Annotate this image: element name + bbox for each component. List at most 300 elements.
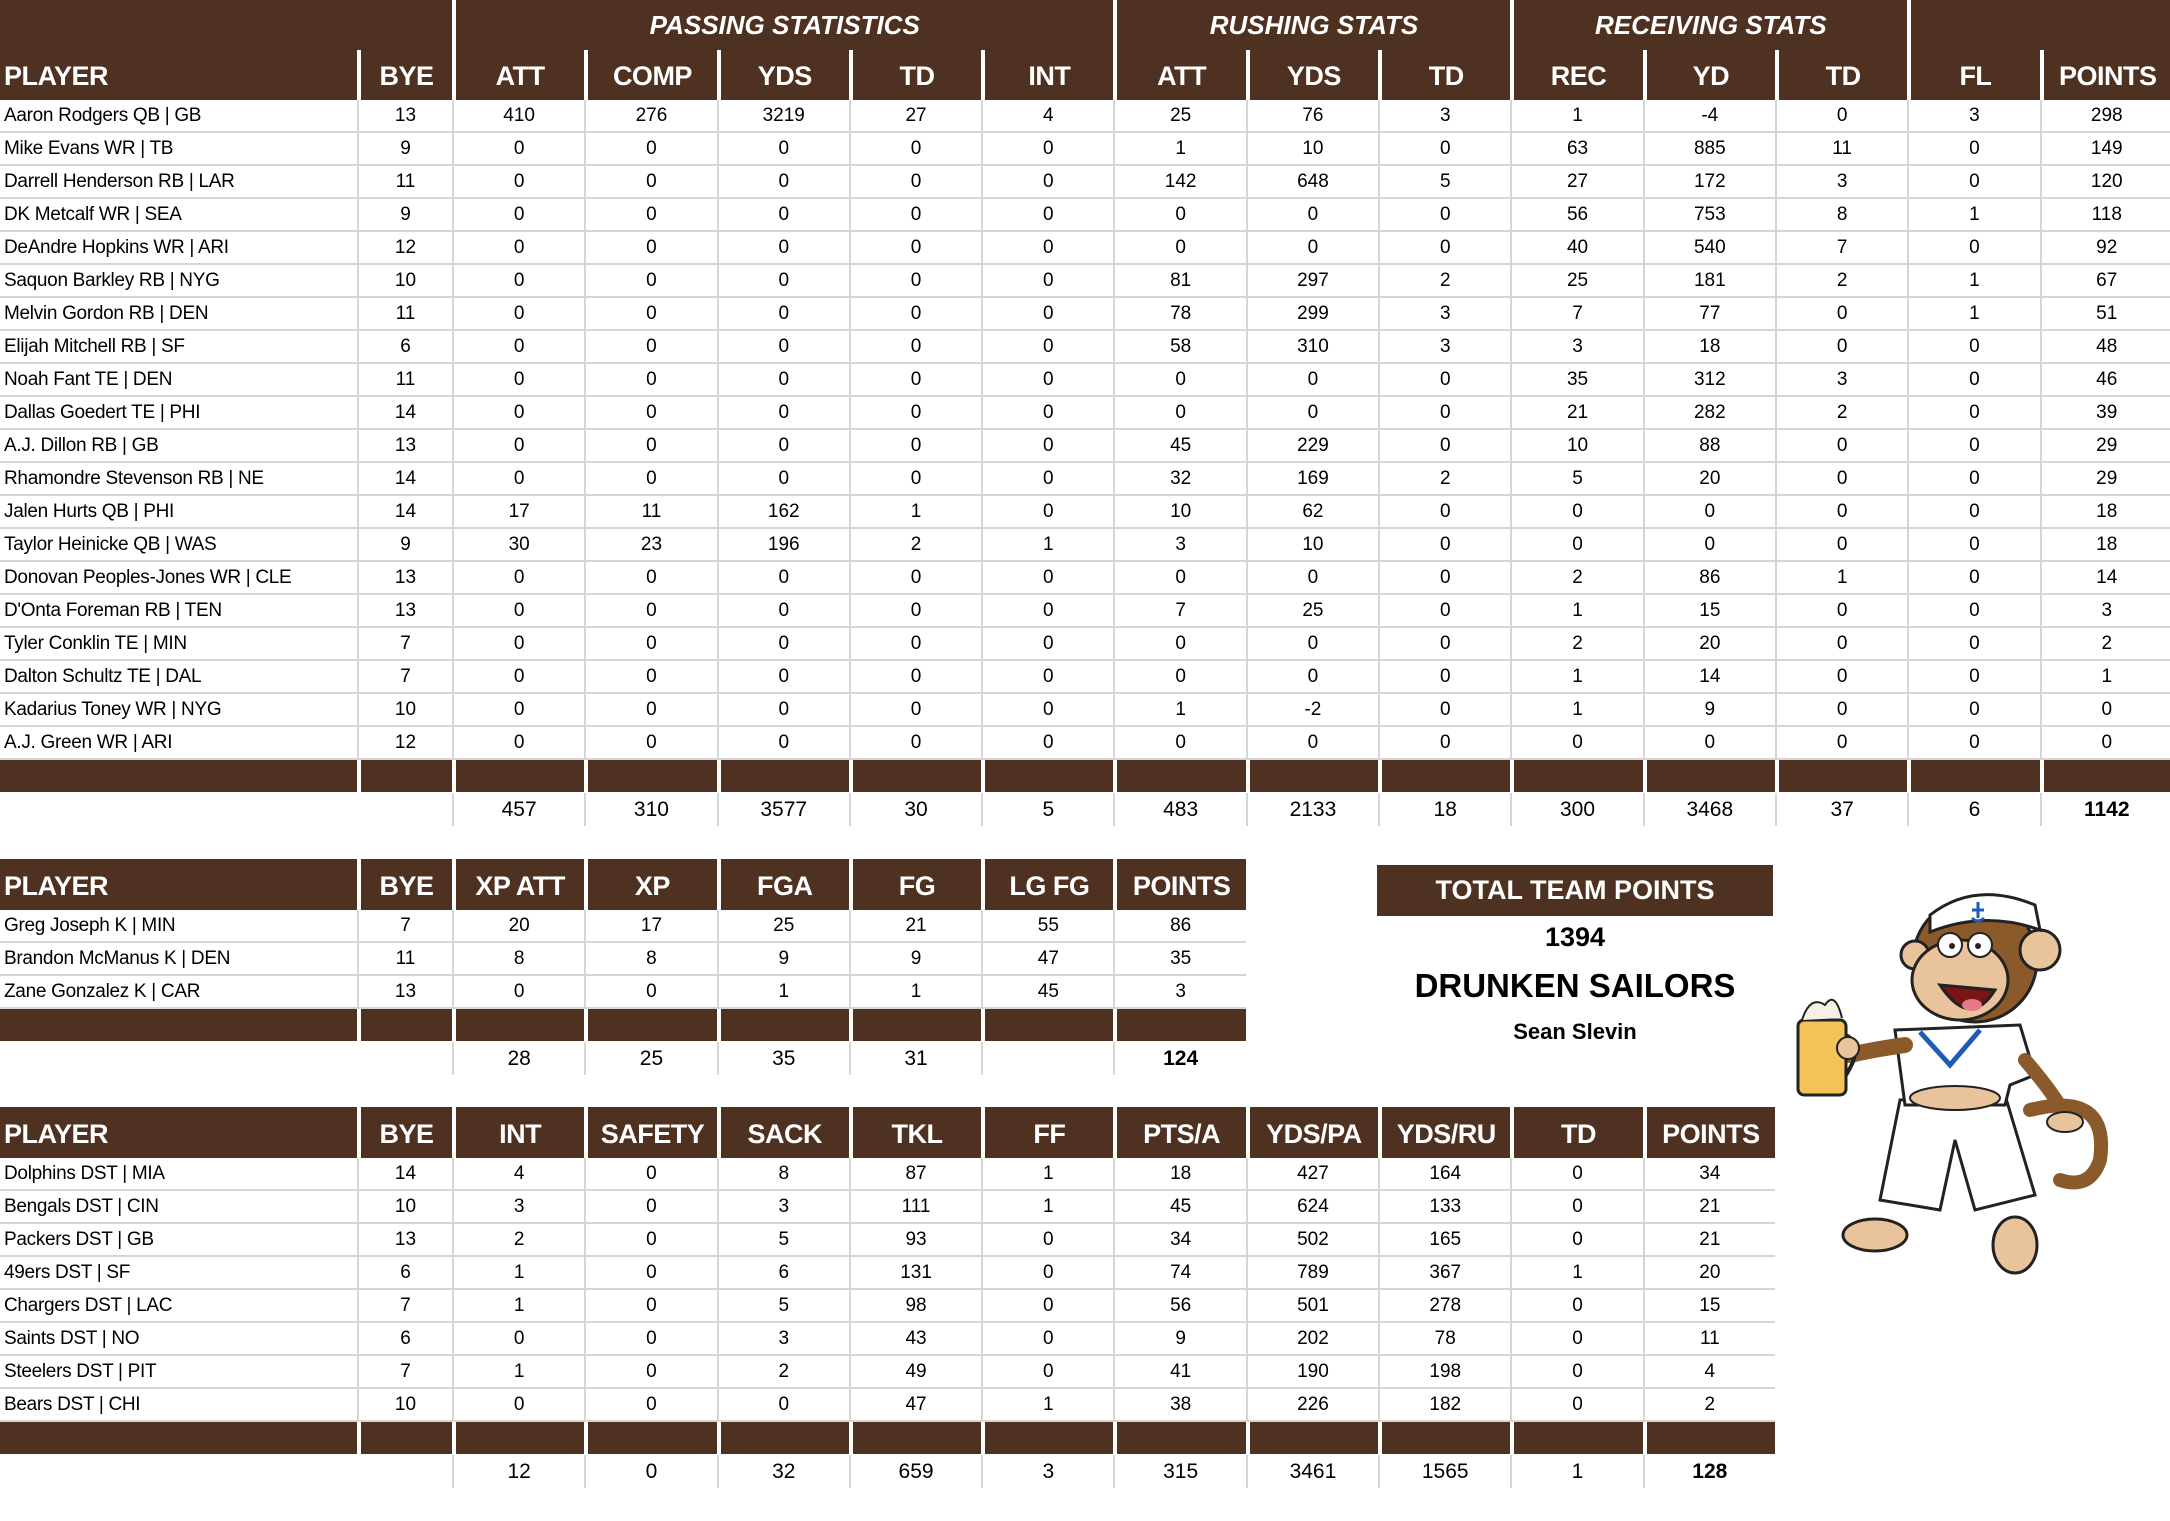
stat-rec: 21 bbox=[1510, 397, 1642, 430]
total-sack: 32 bbox=[717, 1455, 849, 1488]
stat-att: 81 bbox=[1113, 265, 1245, 298]
stat-att: 0 bbox=[452, 397, 584, 430]
offense-column-header-row bbox=[0, 50, 2170, 100]
stat-td: 0 bbox=[1378, 496, 1510, 529]
stat-fl: 0 bbox=[1907, 463, 2039, 496]
stat-td: 0 bbox=[1378, 694, 1510, 727]
stat-td: 5 bbox=[1378, 166, 1510, 199]
player-name: Bears DST | CHI bbox=[0, 1389, 357, 1422]
stat-att: 45 bbox=[1113, 430, 1245, 463]
stat-yds: 3219 bbox=[717, 100, 849, 133]
stat-fl: 1 bbox=[1907, 199, 2039, 232]
defense-row bbox=[0, 1389, 1775, 1422]
stat-td: 0 bbox=[1775, 529, 1907, 562]
total-att: 457 bbox=[452, 793, 584, 826]
stat-td: 7 bbox=[1775, 232, 1907, 265]
stat-yds: 0 bbox=[1246, 628, 1378, 661]
stat-yds: 0 bbox=[717, 397, 849, 430]
stat-att: 0 bbox=[1113, 232, 1245, 265]
stat-yds: 297 bbox=[1246, 265, 1378, 298]
offense-row bbox=[0, 595, 2170, 628]
stat-pts-a: 9 bbox=[1113, 1323, 1245, 1356]
stat-td: 0 bbox=[849, 232, 981, 265]
stat-bye: 9 bbox=[357, 529, 452, 562]
stat-yds-ru: 198 bbox=[1378, 1356, 1510, 1389]
column-header-player: PLAYER bbox=[0, 859, 357, 910]
column-header-ff: FF bbox=[981, 1107, 1113, 1158]
separator-cell bbox=[1378, 760, 1510, 793]
stat-points: 18 bbox=[2040, 496, 2170, 529]
stat-pts-a: 56 bbox=[1113, 1290, 1245, 1323]
stat-xp-att: 0 bbox=[452, 976, 584, 1009]
column-header-player: PLAYER bbox=[0, 1107, 357, 1158]
stat-points: 14 bbox=[2040, 562, 2170, 595]
stat-bye: 12 bbox=[357, 232, 452, 265]
stat-safety: 0 bbox=[584, 1356, 716, 1389]
stat-yd: 172 bbox=[1643, 166, 1775, 199]
stat-bye: 7 bbox=[357, 628, 452, 661]
stat-bye: 14 bbox=[357, 496, 452, 529]
stat-td: 2 bbox=[849, 529, 981, 562]
player-name: Dolphins DST | MIA bbox=[0, 1158, 357, 1191]
stat-comp: 11 bbox=[584, 496, 716, 529]
separator-cell bbox=[849, 760, 981, 793]
stat-comp: 0 bbox=[584, 199, 716, 232]
player-name: Chargers DST | LAC bbox=[0, 1290, 357, 1323]
stat-td: 0 bbox=[849, 364, 981, 397]
stat-comp: 0 bbox=[584, 727, 716, 760]
separator-cell bbox=[717, 1422, 849, 1455]
player-name: Greg Joseph K | MIN bbox=[0, 910, 357, 943]
separator-cell bbox=[0, 760, 357, 793]
column-header-td: TD bbox=[849, 50, 981, 100]
column-header-int: INT bbox=[452, 1107, 584, 1158]
sailor-monkey-mascot-icon bbox=[1790, 860, 2120, 1280]
offense-row bbox=[0, 364, 2170, 397]
separator-cell bbox=[1510, 760, 1642, 793]
total-points: 1142 bbox=[2040, 793, 2170, 826]
separator-cell bbox=[717, 1009, 849, 1042]
stat-comp: 0 bbox=[584, 232, 716, 265]
stat-td: 3 bbox=[1378, 331, 1510, 364]
stat-yds: 76 bbox=[1246, 100, 1378, 133]
offense-row bbox=[0, 100, 2170, 133]
stat-td: 2 bbox=[1378, 463, 1510, 496]
offense-row bbox=[0, 628, 2170, 661]
stat-int: 0 bbox=[981, 595, 1113, 628]
stat-bye: 6 bbox=[357, 1257, 452, 1290]
stat-td: 0 bbox=[1510, 1323, 1642, 1356]
separator-cell bbox=[1246, 760, 1378, 793]
stat-td: 0 bbox=[1510, 1158, 1642, 1191]
stat-att: 0 bbox=[1113, 199, 1245, 232]
total-int: 5 bbox=[981, 793, 1113, 826]
stat-att: 32 bbox=[1113, 463, 1245, 496]
column-header-bye: BYE bbox=[357, 859, 452, 910]
stat-td: 0 bbox=[1775, 727, 1907, 760]
stat-att: 25 bbox=[1113, 100, 1245, 133]
stat-lg-fg: 47 bbox=[981, 943, 1113, 976]
player-name: Jalen Hurts QB | PHI bbox=[0, 496, 357, 529]
stat-safety: 0 bbox=[584, 1257, 716, 1290]
stat-yds: 0 bbox=[717, 133, 849, 166]
stat-int: 3 bbox=[452, 1191, 584, 1224]
stat-att: 0 bbox=[452, 694, 584, 727]
stat-ff: 0 bbox=[981, 1224, 1113, 1257]
stat-yds-pa: 190 bbox=[1246, 1356, 1378, 1389]
stat-pts-a: 18 bbox=[1113, 1158, 1245, 1191]
stat-fga: 25 bbox=[717, 910, 849, 943]
stat-yds: 0 bbox=[1246, 199, 1378, 232]
stat-td: 0 bbox=[1378, 529, 1510, 562]
stat-fl: 0 bbox=[1907, 661, 2039, 694]
stat-att: 0 bbox=[452, 430, 584, 463]
stat-td: 0 bbox=[1378, 199, 1510, 232]
offense-row bbox=[0, 496, 2170, 529]
stat-xp: 0 bbox=[584, 976, 716, 1009]
stat-yd: 312 bbox=[1643, 364, 1775, 397]
column-header-yds: YDS bbox=[1246, 50, 1378, 100]
stat-sack: 5 bbox=[717, 1290, 849, 1323]
stat-yds: 0 bbox=[717, 298, 849, 331]
stat-yds: 196 bbox=[717, 529, 849, 562]
stat-yds-pa: 624 bbox=[1246, 1191, 1378, 1224]
stat-yds: 162 bbox=[717, 496, 849, 529]
total-lg-fg bbox=[981, 1042, 1113, 1075]
stat-int: 0 bbox=[981, 694, 1113, 727]
separator-cell bbox=[357, 760, 452, 793]
team-owner: Sean Slevin bbox=[1513, 1019, 1637, 1044]
stat-sack: 3 bbox=[717, 1323, 849, 1356]
stat-fl: 0 bbox=[1907, 727, 2039, 760]
stat-td: 3 bbox=[1775, 364, 1907, 397]
stat-bye: 7 bbox=[357, 661, 452, 694]
total-yd: 3468 bbox=[1643, 793, 1775, 826]
stat-int: 0 bbox=[981, 397, 1113, 430]
stat-bye: 14 bbox=[357, 1158, 452, 1191]
total-ff: 3 bbox=[981, 1455, 1113, 1488]
total-points: 124 bbox=[1113, 1042, 1245, 1075]
stat-td: 3 bbox=[1378, 298, 1510, 331]
player-name: Aaron Rodgers QB | GB bbox=[0, 100, 357, 133]
stat-pts-a: 74 bbox=[1113, 1257, 1245, 1290]
offense-row bbox=[0, 166, 2170, 199]
stat-comp: 0 bbox=[584, 265, 716, 298]
total-tkl: 659 bbox=[849, 1455, 981, 1488]
stat-att: 0 bbox=[452, 331, 584, 364]
stat-ff: 0 bbox=[981, 1290, 1113, 1323]
stat-att: 0 bbox=[452, 562, 584, 595]
stat-points: 29 bbox=[2040, 463, 2170, 496]
stat-comp: 23 bbox=[584, 529, 716, 562]
stat-lg-fg: 45 bbox=[981, 976, 1113, 1009]
separator-cell bbox=[584, 1009, 716, 1042]
total-yds-ru: 1565 bbox=[1378, 1455, 1510, 1488]
defense-row bbox=[0, 1323, 1775, 1356]
stat-yds: 0 bbox=[717, 232, 849, 265]
stat-bye: 7 bbox=[357, 1356, 452, 1389]
kicker-column-header-row bbox=[0, 859, 1246, 910]
stat-yds-ru: 78 bbox=[1378, 1323, 1510, 1356]
stat-safety: 0 bbox=[584, 1224, 716, 1257]
stat-points: 11 bbox=[1643, 1323, 1775, 1356]
stat-yds: 229 bbox=[1246, 430, 1378, 463]
player-name: Elijah Mitchell RB | SF bbox=[0, 331, 357, 364]
defense-column-header-row bbox=[0, 1107, 1775, 1158]
stat-comp: 0 bbox=[584, 430, 716, 463]
stat-points: 18 bbox=[2040, 529, 2170, 562]
stat-points: 2 bbox=[1643, 1389, 1775, 1422]
stat-att: 0 bbox=[452, 298, 584, 331]
stat-yds: 10 bbox=[1246, 529, 1378, 562]
player-name: Zane Gonzalez K | CAR bbox=[0, 976, 357, 1009]
stat-rec: 1 bbox=[1510, 661, 1642, 694]
stat-points: 34 bbox=[1643, 1158, 1775, 1191]
stat-yds-ru: 164 bbox=[1378, 1158, 1510, 1191]
offense-row bbox=[0, 265, 2170, 298]
team-summary bbox=[1377, 865, 1773, 1045]
stat-int: 0 bbox=[981, 133, 1113, 166]
total-bye bbox=[357, 1042, 452, 1075]
offense-row bbox=[0, 331, 2170, 364]
stat-tkl: 131 bbox=[849, 1257, 981, 1290]
stat-td: 3 bbox=[1775, 166, 1907, 199]
stat-td: 0 bbox=[1775, 100, 1907, 133]
defense-row bbox=[0, 1224, 1775, 1257]
stat-comp: 0 bbox=[584, 166, 716, 199]
stat-td: 0 bbox=[1510, 1389, 1642, 1422]
stat-yds: 0 bbox=[717, 463, 849, 496]
stat-points: 21 bbox=[1643, 1191, 1775, 1224]
player-name: DK Metcalf WR | SEA bbox=[0, 199, 357, 232]
stat-yd: 282 bbox=[1643, 397, 1775, 430]
stat-yds: 0 bbox=[1246, 562, 1378, 595]
stat-rec: 3 bbox=[1510, 331, 1642, 364]
stat-bye: 7 bbox=[357, 910, 452, 943]
stat-tkl: 93 bbox=[849, 1224, 981, 1257]
stat-att: 7 bbox=[1113, 595, 1245, 628]
stat-int: 0 bbox=[981, 364, 1113, 397]
stat-att: 10 bbox=[1113, 496, 1245, 529]
stat-td: 0 bbox=[849, 265, 981, 298]
column-header-yd: YD bbox=[1643, 50, 1775, 100]
stat-xp-att: 8 bbox=[452, 943, 584, 976]
stat-fl: 0 bbox=[1907, 628, 2039, 661]
stat-bye: 10 bbox=[357, 265, 452, 298]
stat-td: 1 bbox=[1775, 562, 1907, 595]
offense-row bbox=[0, 529, 2170, 562]
stat-td: 27 bbox=[849, 100, 981, 133]
total-td: 18 bbox=[1378, 793, 1510, 826]
stat-safety: 0 bbox=[584, 1290, 716, 1323]
stat-rec: 0 bbox=[1510, 529, 1642, 562]
stat-safety: 0 bbox=[584, 1191, 716, 1224]
stat-yds: 0 bbox=[717, 562, 849, 595]
stat-td: 0 bbox=[1775, 331, 1907, 364]
separator-cell bbox=[1775, 760, 1907, 793]
stat-sack: 6 bbox=[717, 1257, 849, 1290]
player-name: Saquon Barkley RB | NYG bbox=[0, 265, 357, 298]
stat-bye: 11 bbox=[357, 943, 452, 976]
stat-yds: 0 bbox=[1246, 727, 1378, 760]
defense-row bbox=[0, 1158, 1775, 1191]
stat-bye: 13 bbox=[357, 100, 452, 133]
stat-td: 0 bbox=[1378, 397, 1510, 430]
stat-bye: 10 bbox=[357, 1191, 452, 1224]
stat-att: 78 bbox=[1113, 298, 1245, 331]
offense-row bbox=[0, 133, 2170, 166]
total-bye bbox=[357, 793, 452, 826]
stat-yd: 753 bbox=[1643, 199, 1775, 232]
stat-int: 0 bbox=[981, 430, 1113, 463]
column-header-yds: YDS bbox=[717, 50, 849, 100]
stat-fg: 9 bbox=[849, 943, 981, 976]
stat-fga: 1 bbox=[717, 976, 849, 1009]
stat-yds-pa: 427 bbox=[1246, 1158, 1378, 1191]
total-team-points-label: TOTAL TEAM POINTS bbox=[1377, 865, 1773, 916]
stat-int: 1 bbox=[981, 529, 1113, 562]
stat-rec: 2 bbox=[1510, 628, 1642, 661]
stat-int: 0 bbox=[981, 232, 1113, 265]
player-name: Dalton Schultz TE | DAL bbox=[0, 661, 357, 694]
stat-td: 0 bbox=[1378, 364, 1510, 397]
stat-td: 0 bbox=[849, 694, 981, 727]
stat-att: 17 bbox=[452, 496, 584, 529]
stat-bye: 11 bbox=[357, 166, 452, 199]
stat-td: 0 bbox=[1510, 1356, 1642, 1389]
stat-xp-att: 20 bbox=[452, 910, 584, 943]
offense-row bbox=[0, 661, 2170, 694]
stat-int: 2 bbox=[452, 1224, 584, 1257]
stat-yds: 0 bbox=[717, 628, 849, 661]
separator-cell bbox=[1378, 1422, 1510, 1455]
separator-cell bbox=[1113, 1009, 1245, 1042]
kicker-row bbox=[0, 976, 1246, 1009]
stat-rec: 5 bbox=[1510, 463, 1642, 496]
stat-td: 0 bbox=[1378, 628, 1510, 661]
stat-bye: 6 bbox=[357, 1323, 452, 1356]
stat-td: 2 bbox=[1775, 265, 1907, 298]
separator-cell bbox=[849, 1422, 981, 1455]
separator-cell bbox=[1113, 760, 1245, 793]
stat-rec: 27 bbox=[1510, 166, 1642, 199]
stat-points: 51 bbox=[2040, 298, 2170, 331]
group-header-blank bbox=[1907, 0, 2170, 50]
column-header-fga: FGA bbox=[717, 859, 849, 910]
stat-att: 0 bbox=[452, 265, 584, 298]
defense-row bbox=[0, 1290, 1775, 1323]
stat-int: 0 bbox=[981, 166, 1113, 199]
stat-bye: 13 bbox=[357, 562, 452, 595]
stat-td: 0 bbox=[849, 628, 981, 661]
stat-yd: 20 bbox=[1643, 628, 1775, 661]
stat-int: 0 bbox=[981, 463, 1113, 496]
stat-yds-ru: 182 bbox=[1378, 1389, 1510, 1422]
stat-bye: 10 bbox=[357, 694, 452, 727]
stat-fl: 1 bbox=[1907, 298, 2039, 331]
stat-td: 8 bbox=[1775, 199, 1907, 232]
stat-fl: 0 bbox=[1907, 694, 2039, 727]
stat-td: 0 bbox=[1378, 562, 1510, 595]
player-name: Noah Fant TE | DEN bbox=[0, 364, 357, 397]
stat-fl: 0 bbox=[1907, 166, 2039, 199]
stat-fl: 0 bbox=[1907, 232, 2039, 265]
stat-points: 20 bbox=[1643, 1257, 1775, 1290]
stat-sack: 2 bbox=[717, 1356, 849, 1389]
offense-separator-bar bbox=[0, 760, 2170, 793]
stat-xp: 8 bbox=[584, 943, 716, 976]
stat-int: 1 bbox=[452, 1356, 584, 1389]
stat-td: 0 bbox=[1510, 1290, 1642, 1323]
stat-comp: 0 bbox=[584, 562, 716, 595]
stat-sack: 8 bbox=[717, 1158, 849, 1191]
stat-yds: 0 bbox=[717, 364, 849, 397]
stat-int: 0 bbox=[981, 298, 1113, 331]
stat-yd: 14 bbox=[1643, 661, 1775, 694]
column-header-yds-ru: YDS/RU bbox=[1378, 1107, 1510, 1158]
stat-att: 58 bbox=[1113, 331, 1245, 364]
stat-att: 0 bbox=[1113, 727, 1245, 760]
stat-td: 0 bbox=[849, 430, 981, 463]
stat-td: 0 bbox=[1510, 1191, 1642, 1224]
player-name: Donovan Peoples-Jones WR | CLE bbox=[0, 562, 357, 595]
stat-ff: 1 bbox=[981, 1158, 1113, 1191]
stat-comp: 0 bbox=[584, 628, 716, 661]
stat-xp: 17 bbox=[584, 910, 716, 943]
stat-safety: 0 bbox=[584, 1389, 716, 1422]
stat-int: 4 bbox=[452, 1158, 584, 1191]
stat-td: 0 bbox=[849, 199, 981, 232]
stat-comp: 0 bbox=[584, 133, 716, 166]
total-yds: 2133 bbox=[1246, 793, 1378, 826]
kicker-stats-table bbox=[0, 859, 1246, 1075]
stat-rec: 25 bbox=[1510, 265, 1642, 298]
stat-yd: 0 bbox=[1643, 529, 1775, 562]
stat-tkl: 49 bbox=[849, 1356, 981, 1389]
stat-bye: 14 bbox=[357, 463, 452, 496]
stat-td: 0 bbox=[849, 661, 981, 694]
total-team-points-value: 1394 bbox=[1544, 922, 1606, 952]
offense-row bbox=[0, 727, 2170, 760]
player-name: Taylor Heinicke QB | WAS bbox=[0, 529, 357, 562]
stat-points: 92 bbox=[2040, 232, 2170, 265]
offense-row bbox=[0, 199, 2170, 232]
column-header-comp: COMP bbox=[584, 50, 716, 100]
stat-yds: 0 bbox=[717, 694, 849, 727]
stat-ff: 0 bbox=[981, 1356, 1113, 1389]
column-header-points: POINTS bbox=[1643, 1107, 1775, 1158]
stat-fl: 0 bbox=[1907, 397, 2039, 430]
stat-td: 11 bbox=[1775, 133, 1907, 166]
stat-rec: 1 bbox=[1510, 595, 1642, 628]
stat-points: 2 bbox=[2040, 628, 2170, 661]
column-header-player: PLAYER bbox=[0, 50, 357, 100]
stat-rec: 40 bbox=[1510, 232, 1642, 265]
column-header-pts-a: PTS/A bbox=[1113, 1107, 1245, 1158]
column-header-points: POINTS bbox=[2040, 50, 2170, 100]
stat-att: 1 bbox=[1113, 694, 1245, 727]
separator-cell bbox=[717, 760, 849, 793]
stat-td: 0 bbox=[849, 331, 981, 364]
offense-row bbox=[0, 694, 2170, 727]
offense-row bbox=[0, 397, 2170, 430]
stat-fl: 0 bbox=[1907, 430, 2039, 463]
stat-comp: 0 bbox=[584, 661, 716, 694]
stat-points: 39 bbox=[2040, 397, 2170, 430]
column-header-bye: BYE bbox=[357, 1107, 452, 1158]
stat-int: 0 bbox=[981, 496, 1113, 529]
defense-row bbox=[0, 1191, 1775, 1224]
